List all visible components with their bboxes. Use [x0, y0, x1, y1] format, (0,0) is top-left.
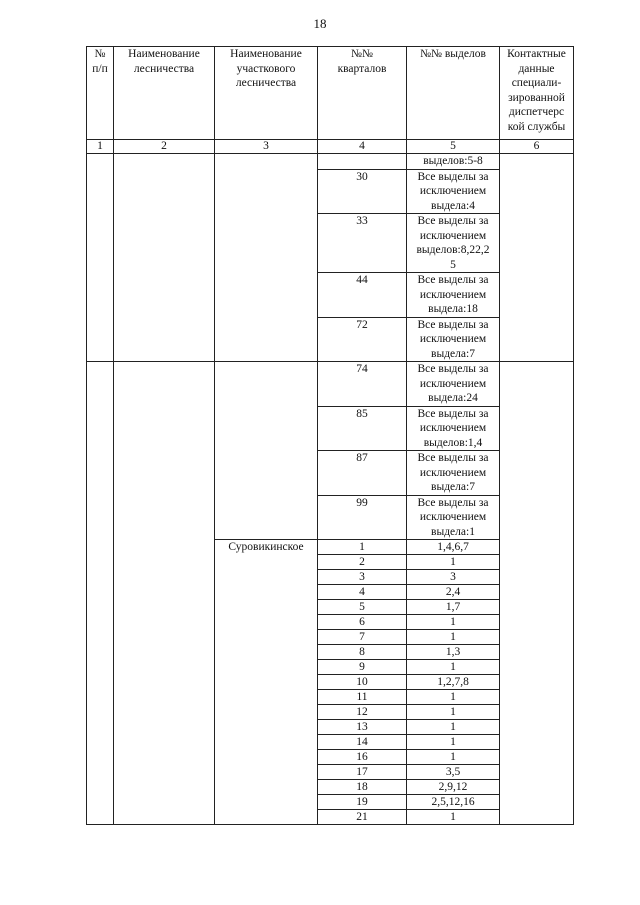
allotment-cell	[407, 362, 500, 407]
cell-text-line: Все выделы за	[417, 170, 489, 183]
column-number: 3	[215, 140, 318, 154]
cell-text-line: лесничества	[133, 62, 195, 75]
header-district-forestry	[215, 47, 318, 140]
cell-text-line: выдела:18	[428, 303, 478, 315]
allotment-cell: 2,9,12	[407, 780, 500, 795]
cell-text-line: №№ выделов	[420, 48, 486, 60]
cell-text-line: лесничества	[235, 77, 297, 89]
cell-text-line: Все выделы за	[417, 274, 489, 286]
cell-text-line: Наименование	[128, 48, 200, 60]
quarter-cell: 8	[318, 645, 407, 660]
quarter-cell: 4	[318, 585, 407, 600]
column-number: 5	[407, 140, 500, 154]
district-cell	[215, 362, 318, 540]
allotment-cell: 3	[407, 570, 500, 585]
cell-text-line: исключением	[419, 466, 487, 479]
allotment-cell: 3,5	[407, 765, 500, 780]
cell-text-line: выдела:24	[428, 392, 478, 404]
cell-text-line: специали-	[511, 77, 562, 89]
contact-cell	[500, 154, 574, 362]
allotment-cell: 1	[407, 630, 500, 645]
cell-text-line: исключением	[419, 511, 487, 523]
allotment-cell	[407, 406, 500, 451]
allotment-cell	[407, 451, 500, 496]
cell-text-line: выделов:8,22,2	[416, 244, 490, 256]
allotment-cell	[407, 214, 500, 273]
column-number: 1	[87, 140, 114, 154]
cell-text-line: участкового	[236, 62, 296, 75]
header-forestry	[114, 47, 215, 140]
cell-text-line: выдела:7	[431, 347, 475, 360]
cell-text-line: №№	[351, 48, 373, 60]
cell-text-line: Контактные	[507, 48, 566, 60]
page-number: 18	[313, 16, 327, 31]
district-forestry-name: Суровикинское	[215, 540, 318, 825]
quarter-cell: 5	[318, 600, 407, 615]
quarter-cell: 16	[318, 750, 407, 765]
cell-text-line: исключением	[419, 288, 487, 301]
cell-text-line: Все выделы за	[417, 407, 489, 420]
cell-text-line: кой службы	[507, 120, 566, 133]
quarter-cell: 3	[318, 570, 407, 585]
quarter-cell: 85	[318, 406, 407, 451]
cell-text-line: Все выделы за	[417, 318, 489, 331]
allotment-cell: 1	[407, 810, 500, 825]
allotment-cell: 2,4	[407, 585, 500, 600]
cell-text-line: Все выделы за	[417, 363, 489, 375]
quarter-cell: 7	[318, 630, 407, 645]
contact-cell	[500, 362, 574, 825]
allotment-cell	[407, 273, 500, 318]
number-cell	[87, 154, 114, 362]
allotment-cell: 1	[407, 735, 500, 750]
cell-text-line: диспетчерс	[508, 106, 565, 118]
cell-text-line: 5	[450, 258, 456, 271]
column-number: 2	[114, 140, 215, 154]
header-contacts	[500, 47, 574, 140]
number-cell	[87, 362, 114, 825]
quarter-cell: 44	[318, 273, 407, 318]
cell-text-line: №	[94, 48, 106, 60]
quarter-cell: 21	[318, 810, 407, 825]
quarter-cell: 14	[318, 735, 407, 750]
column-number: 4	[318, 140, 407, 154]
allotment-cell: 1	[407, 720, 500, 735]
quarter-cell: 6	[318, 615, 407, 630]
cell-text-line: зированной	[508, 91, 565, 104]
quarter-cell: 87	[318, 451, 407, 496]
forestry-table	[86, 46, 574, 825]
quarter-cell: 17	[318, 765, 407, 780]
quarter-cell: 74	[318, 362, 407, 407]
cell-text-line: выдела:7	[431, 481, 475, 493]
quarter-cell: 18	[318, 780, 407, 795]
allotment-cell: 1	[407, 690, 500, 705]
cell-text-line: исключением	[419, 229, 487, 242]
allotment-cell: 1	[407, 555, 500, 570]
quarter-cell: 12	[318, 705, 407, 720]
cell-text-line: данные	[518, 62, 555, 75]
quarter-cell	[318, 154, 407, 170]
header-num	[87, 47, 114, 140]
quarter-cell: 2	[318, 555, 407, 570]
allotment-cell: 1,2,7,8	[407, 675, 500, 690]
quarter-cell: 13	[318, 720, 407, 735]
table-row	[87, 154, 574, 170]
cell-text-line: Все выделы за	[417, 452, 489, 464]
allotment-cell: 1	[407, 660, 500, 675]
allotment-cell: 1	[407, 615, 500, 630]
allotment-cell	[407, 317, 500, 362]
cell-text-line: кварталов	[337, 62, 387, 75]
quarter-cell: 30	[318, 169, 407, 214]
quarter-cell: 11	[318, 690, 407, 705]
allotment-cell: 1,3	[407, 645, 500, 660]
cell-text-line: п/п	[92, 62, 108, 75]
quarter-cell: 72	[318, 317, 407, 362]
allotment-cell: 1,7	[407, 600, 500, 615]
cell-text-line: исключением	[419, 377, 487, 390]
allotment-cell: 1	[407, 750, 500, 765]
forestry-cell	[114, 362, 215, 825]
allotment-cell: 2,5,12,16	[407, 795, 500, 810]
allotment-cell	[407, 169, 500, 214]
allotment-cell	[407, 495, 500, 540]
quarter-cell: 9	[318, 660, 407, 675]
column-number: 6	[500, 140, 574, 154]
quarter-cell: 1	[318, 540, 407, 555]
quarter-cell: 33	[318, 214, 407, 273]
cell-text-line: Наименование	[230, 48, 302, 60]
header-row	[87, 47, 574, 140]
cell-text-line: исключением	[419, 333, 487, 345]
column-numbers-row	[87, 140, 574, 154]
district-cell	[215, 154, 318, 362]
header-allotments	[407, 47, 500, 140]
cell-text-line: исключением	[419, 185, 487, 197]
quarter-cell: 99	[318, 495, 407, 540]
cell-text-line: выдела:1	[431, 525, 475, 538]
header-quarters	[318, 47, 407, 140]
quarter-cell: 10	[318, 675, 407, 690]
quarter-cell: 19	[318, 795, 407, 810]
cell-text-line: Все выделы за	[417, 496, 489, 509]
cell-text-line: Все выделы за	[417, 215, 489, 227]
cell-text-line: выделов:1,4	[423, 436, 483, 449]
cell-text-line: исключением	[419, 422, 487, 434]
table-row	[87, 362, 574, 407]
allotment-cell: выделов:5-8	[407, 154, 500, 170]
allotment-cell: 1,4,6,7	[407, 540, 500, 555]
forestry-cell	[114, 154, 215, 362]
allotment-cell: 1	[407, 705, 500, 720]
cell-text-line: выдела:4	[431, 199, 475, 212]
